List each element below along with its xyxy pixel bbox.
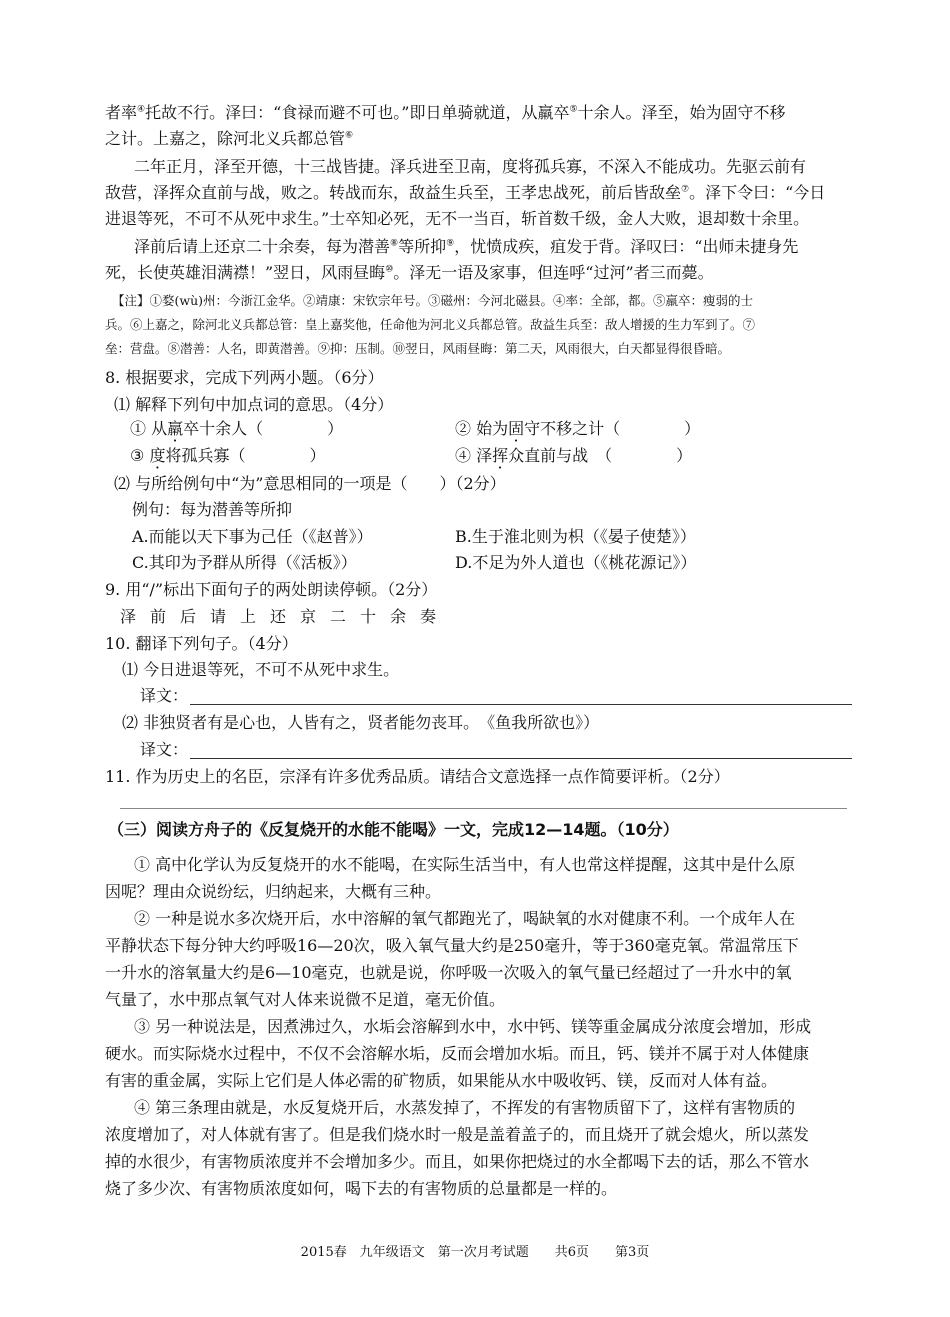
article-line: 掉的水很少，有害物质浓度并不会增加多少。而且，如果你把烧过的水全都喝下去的话，那么不管水 — [105, 1152, 810, 1171]
article-line: 一升水的溶氧量大约是6—10毫克，也就是说，你呼吸一次吸入的氧气量已经超过了一升水中的氧 — [105, 963, 792, 982]
passage-line: 进退等死，不可不从死中求生。”士卒知必死，无不一当百，斩首数千级，金人大败，退却数十余里。 — [105, 209, 810, 228]
question-8-example: 例句：每为潜善等所抑 — [132, 500, 293, 519]
question-10-title: 10. 翻译下列句子。（4分） — [105, 634, 298, 653]
option-d: D.不足为外人道也（《桃花源记》） — [455, 553, 697, 572]
passage-line: 者率④托故不行。泽曰：“食禄而避不可也。”即日单骑就道，从羸卒⑤十余人。泽至，始为固守不移 — [105, 103, 786, 122]
passage-line: 敌营，泽挥众直前与战，败之。转战而东，敌益生兵至，王孝忠战死，前后皆敌垒⑦。泽下令曰：“今日 — [105, 183, 826, 202]
passage-line: 二年正月，泽至开德，十三战皆捷。泽兵进至卫南，度将孤兵寡，不深入不能成功。先驱云前有 — [134, 157, 807, 176]
article-line: 平静状态下每分钟大约呼吸16—20次，吸入氧气量大约是250毫升，等于360毫克氧。常温常压下 — [105, 936, 799, 955]
question-8-sub1: ⑴ 解释下列句中加点词的意思。（4分） — [114, 395, 394, 414]
option-a: A.而能以天下事为己任（《赵普》） — [132, 527, 373, 546]
article-line: ② 一种是说水多次烧开后，水中溶解的氧气都跑光了，喝缺氧的水对健康不利。一个成年人在 — [134, 909, 796, 928]
question-8-item-2: ② 始为固守不移之计（ ） — [455, 419, 701, 438]
question-8-item-4: ④ 泽挥众直前与战 （ ） — [455, 446, 693, 465]
question-9-title: 9. 用“/”标出下面句子的两处朗读停顿。（2分） — [105, 580, 438, 599]
question-11-title: 11. 作为历史上的名臣，宗泽有许多优秀品质。请结合文意选择一点作简要评析。（2分） — [105, 767, 730, 786]
question-8-title: 8. 根据要求，完成下列两小题。（6分） — [105, 368, 384, 387]
article-line: ③ 另一种说法是，因煮沸过久，水垢会溶解到水中，水中钙、镁等重金属成分浓度会增加，形成 — [134, 1017, 812, 1036]
passage-line: 泽前后请上还京二十余奏，每为潜善⑧等所抑⑨，忧愤成疾，疽发于背。泽叹曰：“出师未捷身先 — [134, 237, 799, 256]
note-line: 兵。⑥上嘉之，除河北义兵都总管：皇上嘉奖他，任命他为河北义兵都总管。敌益生兵至：敌人增援的生力军到了。⑦ — [105, 317, 756, 332]
article-line: 因呢？理由众说纷纭，归纳起来，大概有三种。 — [105, 882, 442, 901]
article-line: 硬水。而实际烧水过程中，不仅不会溶解水垢，反而会增加水垢。而且，钙、镁并不属于对人体健康 — [105, 1044, 810, 1063]
article-line: ④ 第三条理由就是，水反复烧开后，水蒸发掉了，不挥发的有害物质留下了，这样有害物质的 — [134, 1098, 796, 1117]
option-c: C.其印为予群从所得（《活板》） — [132, 553, 357, 572]
passage-line: 之计。上嘉之，除河北义兵都总管⑥ — [105, 129, 354, 148]
question-9-sentence: 泽前后请上还京二十余奏 — [120, 607, 451, 626]
note-line: 【注】①婺(wù)州：今浙江金华。②靖康：宋钦宗年号。③磁州：今河北磁县。④率：全部，都。⑤羸卒：瘦弱的士 — [112, 293, 754, 308]
article-line: 有害的重金属，实际上它们是人体必需的矿物质，如果能从水中吸收钙、镁，反而对人体有益。 — [105, 1071, 778, 1090]
article-line: 烧了多少次、有害物质浓度如何，喝下去的有害物质的总量都是一样的。 — [105, 1179, 618, 1198]
answer-line[interactable] — [120, 808, 847, 809]
page-footer: 2015春 九年级语文 第一次月考试题 共6页 第3页 — [300, 1245, 650, 1260]
translation-label: 译文： — [140, 740, 189, 759]
translation-label: 译文： — [140, 686, 189, 705]
answer-line[interactable] — [190, 704, 852, 705]
answer-line[interactable] — [190, 758, 852, 759]
section-3-title: （三）阅读方舟子的《反复烧开的水能不能喝》一文，完成12—14题。（10分） — [108, 820, 679, 839]
article-line: 浓度增加了，对人体就有害了。但是我们烧水时一般是盖着盖子的，而且烧开了就会熄火，所以蒸发 — [105, 1125, 810, 1144]
note-line: 垒：营盘。⑧潜善：人名，即黄潜善。⑨抑：压制。⑩翌日，风雨昼晦：第二天，风雨很大，白天都显得很昏暗。 — [105, 341, 731, 356]
passage-line: 死，长使英雄泪满襟！”翌日，风雨昼晦⑩。泽无一语及家事，但连呼“过河”者三而薨。 — [105, 263, 714, 282]
question-10-sentence-2: ⑵ 非独贤者有是心也，人皆有之，贤者能勿丧耳。 《鱼我所欲也》） — [122, 713, 600, 732]
article-line: 气量了，水中那点氧气对人体来说微不足道，毫无价值。 — [105, 990, 506, 1009]
question-8-item-1: ① 从羸卒十余人（ ） — [130, 419, 344, 438]
question-10-sentence-1: ⑴ 今日进退等死，不可不从死中求生。 — [122, 660, 400, 679]
question-8-sub2: ⑵ 与所给例句中“为”意思相同的一项是（ ）（2分） — [114, 474, 506, 493]
option-b: B.生于淮北则为枳（《晏子使楚》） — [455, 527, 696, 546]
article-line: ① 高中化学认为反复烧开的水不能喝，在实际生活当中，有人也常这样提醒，这其中是什么原 — [134, 855, 796, 874]
question-8-item-3: ③ 度将孤兵寡（ ） — [130, 446, 326, 465]
